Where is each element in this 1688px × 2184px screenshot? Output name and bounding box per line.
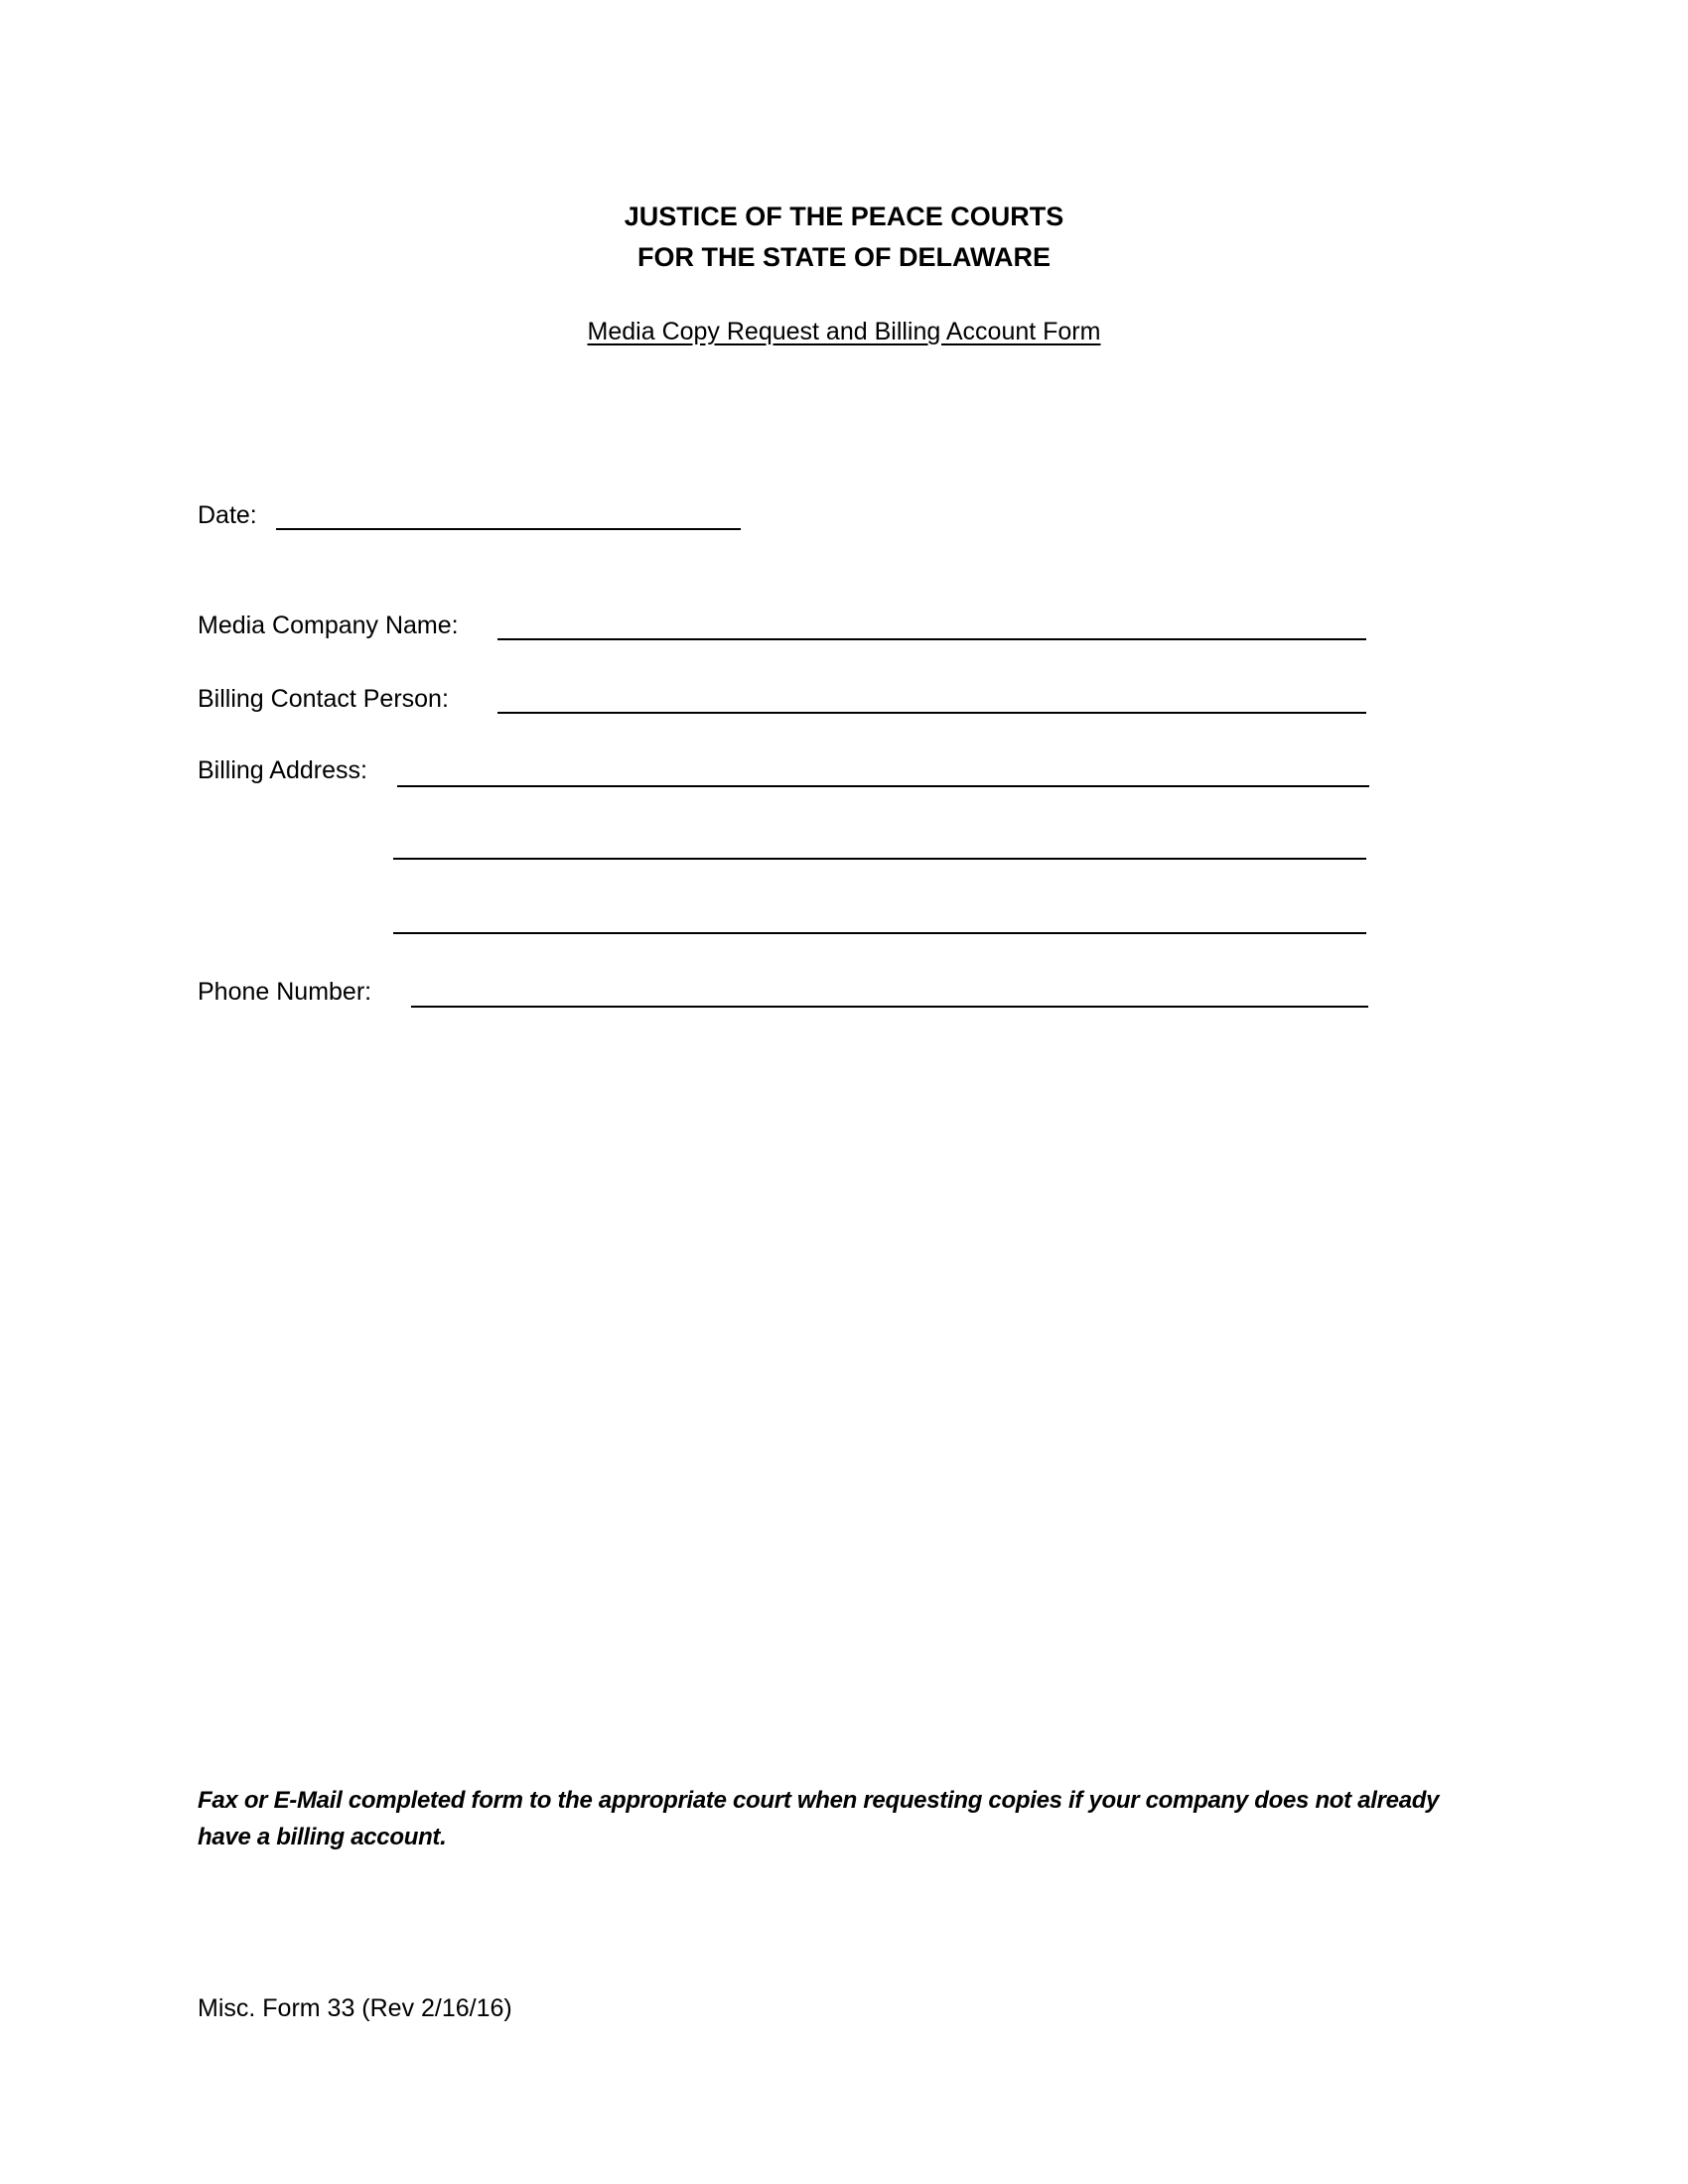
billing-address-field-3[interactable] <box>393 932 1366 934</box>
court-name-line1: JUSTICE OF THE PEACE COURTS <box>624 202 1064 231</box>
billing-contact-field[interactable] <box>497 712 1366 714</box>
billing-address-field-1[interactable] <box>397 785 1369 787</box>
company-name-label: Media Company Name: <box>198 612 459 639</box>
billing-address-label: Billing Address: <box>198 756 367 784</box>
form-revision: Misc. Form 33 (Rev 2/16/16) <box>198 1994 512 2022</box>
phone-number-label: Phone Number: <box>198 978 372 1006</box>
date-field[interactable] <box>276 528 741 530</box>
date-label: Date: <box>198 501 257 529</box>
company-name-field[interactable] <box>497 638 1366 640</box>
billing-address-field-2[interactable] <box>393 858 1366 860</box>
court-name-line2: FOR THE STATE OF DELAWARE <box>637 242 1051 272</box>
form-title <box>0 318 1688 346</box>
phone-number-field[interactable] <box>411 1006 1368 1008</box>
submission-note: Fax or E-Mail completed form to the appropriate court when requesting copies if your company does not already have a billing account. <box>198 1787 1440 1850</box>
billing-contact-label: Billing Contact Person: <box>198 685 449 713</box>
form-title-text: Media Copy Request and Billing Account Form <box>587 318 1101 345</box>
